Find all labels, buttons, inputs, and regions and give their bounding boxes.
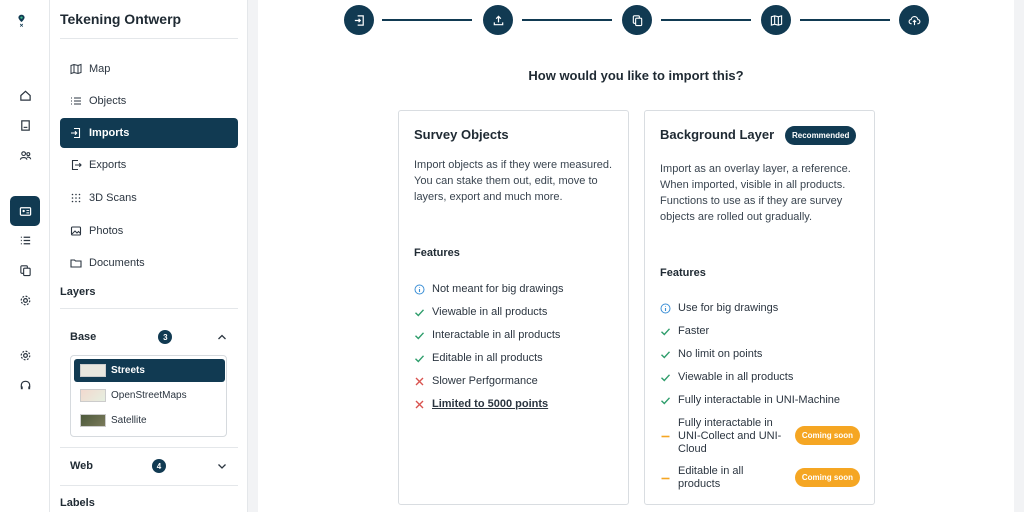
gear-icon[interactable] [12,287,38,313]
photo-icon [70,225,82,237]
satellite-thumbnail [80,414,106,427]
map-icon [770,14,783,27]
nav-item-photos[interactable] [60,216,238,246]
features-heading: Features [660,267,706,279]
feature-text: Interactable in all products [432,329,561,341]
web-layer-toggle[interactable] [70,457,238,475]
divider [60,485,238,486]
feature-text: No limit on points [678,348,763,360]
check-icon [660,395,671,406]
feature-item [660,371,865,383]
nav-item-exports[interactable] [60,150,238,180]
feature-text: Faster [678,325,710,337]
streets-thumbnail [80,364,106,377]
feature-text: Not meant for big drawings [432,283,564,295]
import-icon [70,127,82,139]
base-option-label: Satellite [111,415,147,426]
feature-item [660,325,865,337]
recommended-badge: Recommended [785,126,856,145]
card-description: Import as an overlay layer, a reference. When imported, visible in all products. Functions to use as if they are survey objects are rolled out gradually. [660,163,851,223]
nav-item-documents[interactable] [60,248,238,278]
feature-item [414,352,619,364]
base-option-openstreetmaps[interactable] [74,384,225,407]
cross-icon [414,376,425,387]
dash-icon [660,473,671,484]
card-title: Background Layer [660,127,775,142]
divider [60,38,238,39]
dash-icon [660,431,671,442]
nav-item-label: Map [89,63,111,75]
export-icon [70,159,82,171]
document-icon[interactable] [12,112,38,138]
base-layer-toggle[interactable] [70,328,238,346]
feature-item [660,394,865,406]
import-panel [258,0,1014,512]
feature-text: Editable in all products [678,465,744,490]
divider [60,447,238,448]
nav-item-map[interactable] [60,54,238,84]
base-option-streets[interactable] [74,359,225,382]
check-icon [660,326,671,337]
nav-item-label: Imports [89,127,130,139]
nav-item-label: Objects [89,95,127,107]
nav-item-label: Documents [89,257,145,269]
cloud-upload-icon [908,14,921,27]
nav-item-3d-scans[interactable] [60,183,238,213]
feature-item [414,375,619,387]
nav-item-label: Exports [89,159,127,171]
web-count-badge: 4 [152,459,166,473]
step-connector [661,19,751,21]
list-icon [70,95,82,107]
base-layer-list [70,355,227,437]
copy-icon[interactable] [12,257,38,283]
feature-text: Fully interactable in UNI-Machine [678,394,841,406]
step-upload[interactable] [483,5,513,35]
step-connector [382,19,472,21]
features-heading: Features [414,247,460,259]
feature-text: Slower Perfgormance [432,375,538,387]
nav-item-label: Photos [89,225,124,237]
web-label: Web [70,460,94,472]
base-option-satellite[interactable] [74,409,225,432]
feature-item [414,306,619,318]
cross-icon [414,399,425,410]
feature-text: Viewable in all products [432,306,548,318]
import-question: How would you like to import this? [528,68,744,83]
check-icon [660,372,671,383]
feature-item [660,302,865,314]
folder-icon [70,257,82,269]
feature-item [660,417,785,456]
upload-icon [492,14,505,27]
nav-item-imports[interactable] [60,118,238,148]
osm-thumbnail [80,389,106,402]
base-option-label: OpenStreetMaps [111,390,187,401]
nav-item-label: 3D Scans [89,192,137,204]
feature-item [660,348,865,360]
card-title: Survey Objects [414,127,509,142]
import-file-icon [353,14,366,27]
feature-item [414,283,619,295]
step-copy[interactable] [622,5,652,35]
check-icon [660,349,671,360]
gear-icon[interactable] [12,342,38,368]
list-icon[interactable] [12,227,38,253]
step-import[interactable] [344,5,374,35]
layers-heading: Layers [60,286,96,298]
survey-objects-card[interactable] [398,110,629,505]
map-pin-logo[interactable] [15,14,28,27]
divider [60,308,238,309]
labels-heading: Labels [60,497,95,509]
card-description: Import objects as if they were measured. You can stake them out, edit, move to layers, export and much more. [414,159,613,203]
step-connector [800,19,890,21]
chevron-up-icon[interactable] [216,331,228,343]
check-icon [414,307,425,318]
feature-text: Use for big drawings [678,302,779,314]
import-stepper [258,0,1014,40]
icon-rail [0,0,50,512]
feature-item [414,329,619,341]
nav-item-objects[interactable] [60,86,238,116]
feature-item [660,465,785,491]
id-card-icon[interactable] [10,196,40,226]
coming-soon-badge: Coming soon [795,426,860,445]
feature-text: Fully interactable in UNI-Collect and UNI-Cloud [678,417,782,455]
check-icon [414,353,425,364]
headset-icon[interactable] [12,372,38,398]
base-label: Base [70,331,97,343]
base-count-badge: 3 [158,330,172,344]
info-icon [660,303,671,314]
project-title: Tekening Ontwerp [60,11,182,27]
feature-item[interactable] [414,398,619,410]
step-cloud-upload[interactable] [899,5,929,35]
users-icon[interactable] [12,142,38,168]
base-option-label: Streets [111,365,145,376]
map-icon [70,63,82,75]
feature-text: Editable in all products [432,352,543,364]
project-sidebar [50,0,248,512]
coming-soon-badge: Coming soon [795,468,860,487]
home-icon[interactable] [12,82,38,108]
info-icon [414,284,425,295]
check-icon [414,330,425,341]
background-layer-card[interactable] [644,110,875,505]
feature-link[interactable]: Limited to 5000 points [432,398,549,410]
scan-icon [70,192,82,204]
feature-text: Viewable in all products [678,371,794,383]
copy-icon [631,14,644,27]
chevron-down-icon[interactable] [216,460,228,472]
step-map[interactable] [761,5,791,35]
step-connector [522,19,612,21]
